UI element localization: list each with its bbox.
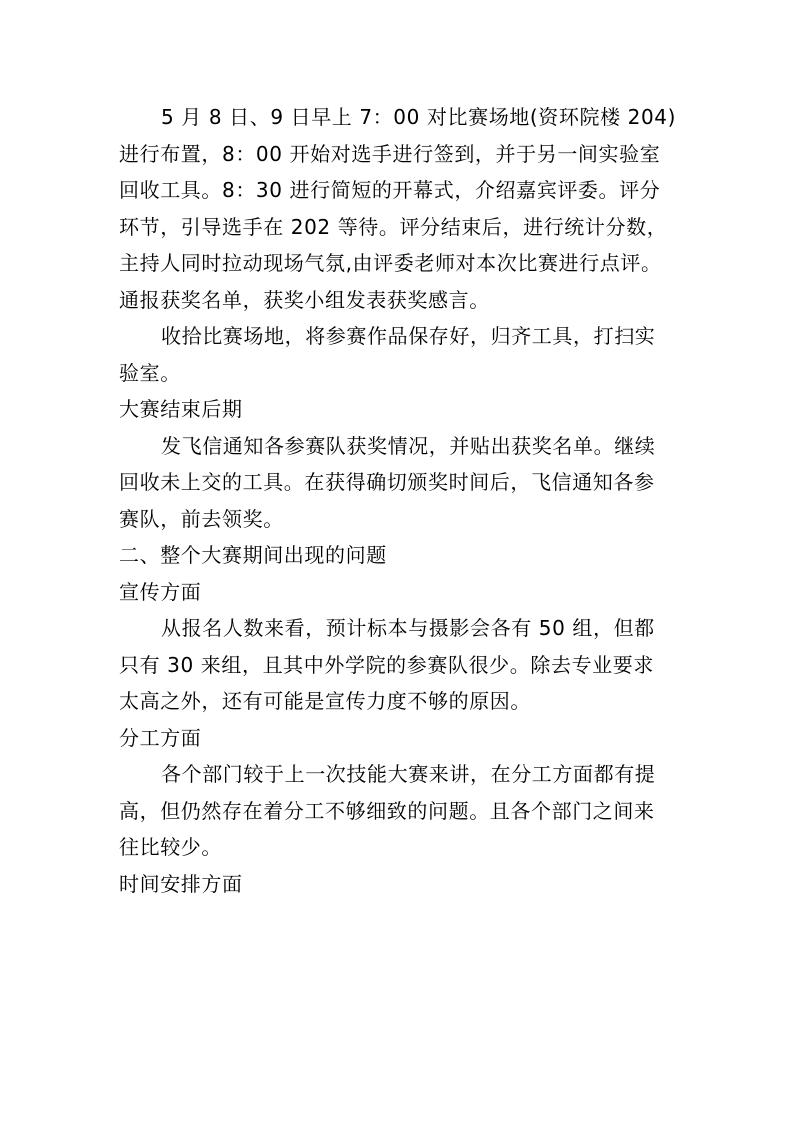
paragraph-line: 回收未上交的工具。在获得确切颁奖时间后，飞信通知各参	[119, 470, 655, 494]
section-heading: 宣传方面	[119, 579, 202, 604]
section-heading: 大赛结束后期	[119, 397, 243, 421]
paragraph-line: 赛队，前去领奖。	[119, 506, 284, 531]
paragraph-line: 进行布置，8：00 开始对选手进行签到，并于另一间实验室	[119, 141, 661, 166]
paragraph-line: 收拾比赛场地，将参赛作品保存好，归齐工具，打扫实	[161, 324, 656, 348]
paragraph-line: 只有 30 来组，且其中外学院的参赛队很少。除去专业要求	[119, 652, 654, 677]
paragraph-line: 验室。	[119, 360, 181, 385]
paragraph-line: 发飞信通知各参赛队获奖情况，并贴出获奖名单。继续	[161, 433, 656, 458]
section-heading: 二、整个大赛期间出现的问题	[119, 543, 387, 567]
paragraph-line: 从报名人数来看，预计标本与摄影会各有 50 组，但都	[161, 616, 655, 640]
paragraph-line: 往比较少。	[119, 835, 222, 859]
document-body	[119, 99, 679, 902]
paragraph-line: 太高之外，还有可能是宣传力度不够的原因。	[119, 689, 531, 713]
paragraph-line: 主持人同时拉动现场气氛,由评委老师对本次比赛进行点评。	[119, 251, 662, 275]
paragraph-line: 通报获奖名单，获奖小组发表获奖感言。	[119, 287, 490, 312]
paragraph-line: 环节，引导选手在 202 等待。评分结束后，进行统计分数，	[119, 214, 668, 239]
paragraph-line: 5 月 8 日、9 日早上 7：00 对比赛场地(资环院楼 204)	[161, 105, 677, 129]
paragraph-line: 各个部门较于上一次技能大赛来讲，在分工方面都有提	[161, 762, 656, 786]
paragraph-line: 高，但仍然存在着分工不够细致的问题。且各个部门之间来	[119, 798, 655, 823]
section-heading: 分工方面	[119, 725, 202, 750]
section-heading: 时间安排方面	[119, 871, 243, 896]
paragraph-line: 回收工具。8：30 进行简短的开幕式，介绍嘉宾评委。评分	[119, 178, 661, 202]
